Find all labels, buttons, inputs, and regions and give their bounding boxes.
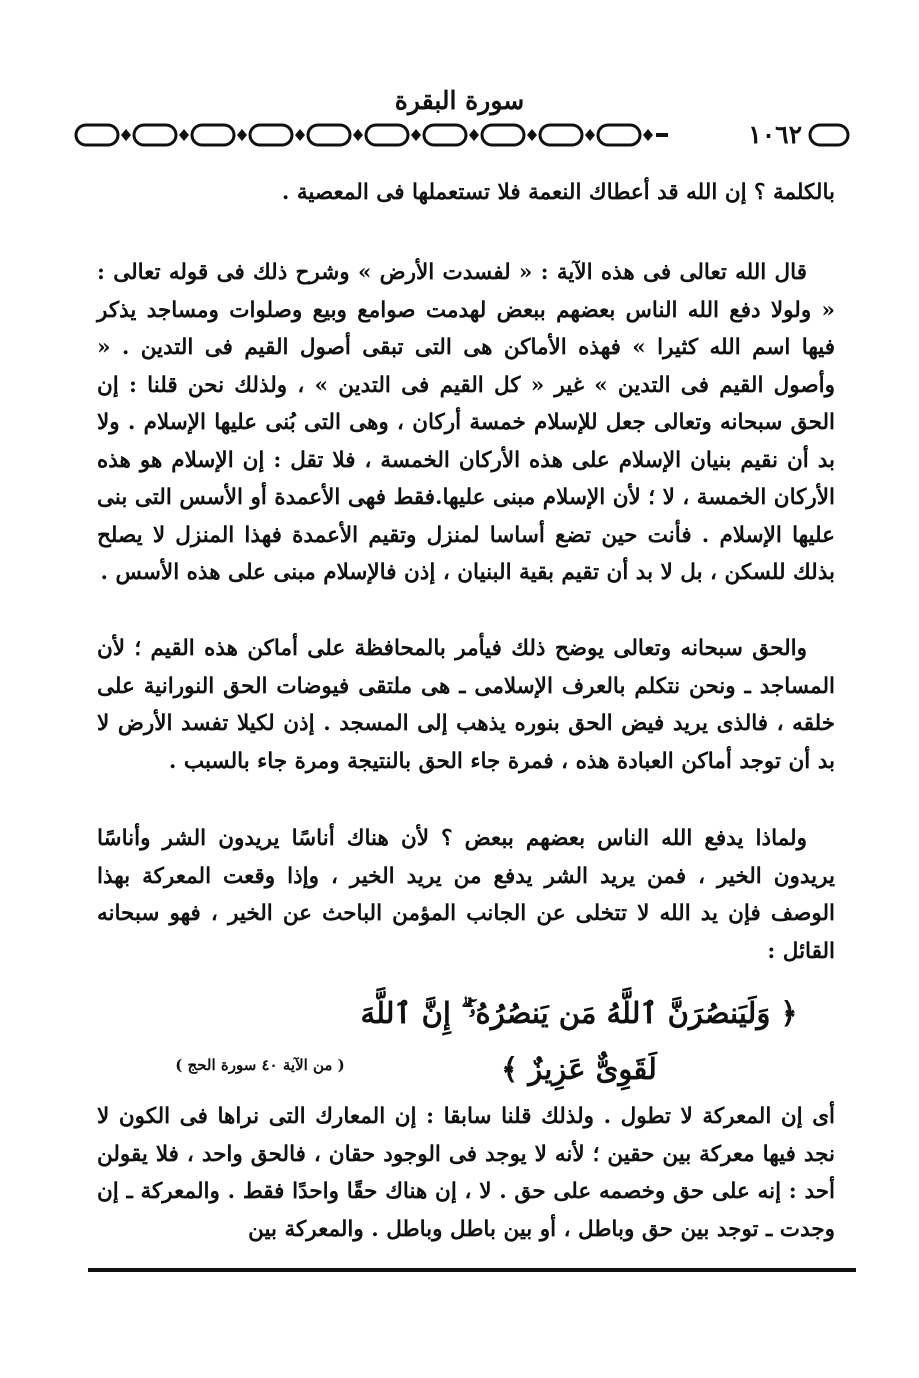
bottom-rule [88, 1268, 856, 1272]
paragraph-5: أى إن المعركة لا تطول . ولذلك قلنا سابقا : إن المعارك التى نراها فى الكون لا نجد فيها معركة بين حقين ؛ لأنه لا يوجد فى الوجود حقان ، فالحق واحد ، فلا يقولن أحد : إنه على حق وخصمه على حق . لا ، إن هناك حقًا واحدًا فقط . والمعركة ـ إن وجدت ـ توجد بين حق وباطل ، أو بين باطل وباطل . والمعركة بين [97, 1104, 835, 1242]
paragraph-1: بالكلمة ؟ إن الله قد أعطاك النعمة فلا تستعملها فى المعصية . [281, 180, 835, 205]
quran-verse: ﴿ وَلَيَنصُرَنَّ ٱللَّهُ مَن يَنصُرُهُۥٓ ۗ إِنَّ ٱللَّهَ لَقَوِىٌّ عَزِيزٌ ﴾ [360, 996, 798, 1086]
paragraph-3: والحق سبحانه وتعالى يوضح ذلك فيأمر بالمحافظة على أماكن هذه القيم ؛ لأن المساجد ـ ونحن نتكلم بالعرف الإسلامى ـ هى ملتقى فيوضات الحق النورانية على خلقه ، فالذى يريد فيض الحق بنوره يذهب إلى المسجد . إذن لكيلا تفسد الأرض لا بد أن توجد أماكن العبادة هذه ، فمرة جاء الحق بالنتيجة ومرة جاء بالسبب . [97, 636, 835, 774]
verse-reference: ( من الآية ٤٠ سورة الحج ) [175, 1056, 345, 1074]
paragraph-4: ولماذا يدفع الله الناس بعضهم ببعض ؟ لأن هناك أناسًا يريدون الشر وأناسًا يريدون الخير ، فمن يريد الشر يدفع من يريد الخير ، وإذا وقعت المعركة بهذا الوصف فإن يد الله لا تتخلى عن الجانب المؤمن الباحث عن الخير ، فهو سبحانه القائل : [97, 826, 835, 964]
paragraph-2: قال الله تعالى فى هذه الآية : « لفسدت الأرض » وشرح ذلك فى قوله تعالى : « ولولا دفع الله الناس بعضهم ببعض لهدمت صوامع وبيع وصلوات ومساجد يذكر فيها اسم الله كثيرا » فهذه الأماكن هى التى تبقى أصول القيم فى التدين . « وأصول القيم فى التدين » غير « كل القيم فى التدين » ، ولذلك نحن قلنا : إن الحق سبحانه وتعالى جعل للإسلام خمسة أركان ، وهى التى بُنى عليها الإسلام . ولا بد أن نقيم بنيان الإسلام على هذه الأركان الخمسة ، فلا تقل : إن الإسلام هو هذه الأركان الخمسة ، لا ؛ لأن الإسلام مبنى عليها.فقط فهى الأعمدة أو الأسس التى بنى عليها الإسلام . فأنت حين تضع أساسا لمنزل وتقيم الأعمدة فهذا المنزل لا يصلح بذلك للسكن ، بل لا بد أن تقيم بقية البنيان ، إذن فالإسلام مبنى على هذه الأسس . [97, 260, 835, 585]
end-oval-ornament-icon [808, 116, 852, 154]
page-number: ١٠٦٢ [748, 120, 802, 149]
chain-ornament-icon [72, 116, 668, 154]
running-header-surah-name: سورة البقرة [394, 86, 525, 115]
ornamental-header-band [66, 116, 852, 154]
